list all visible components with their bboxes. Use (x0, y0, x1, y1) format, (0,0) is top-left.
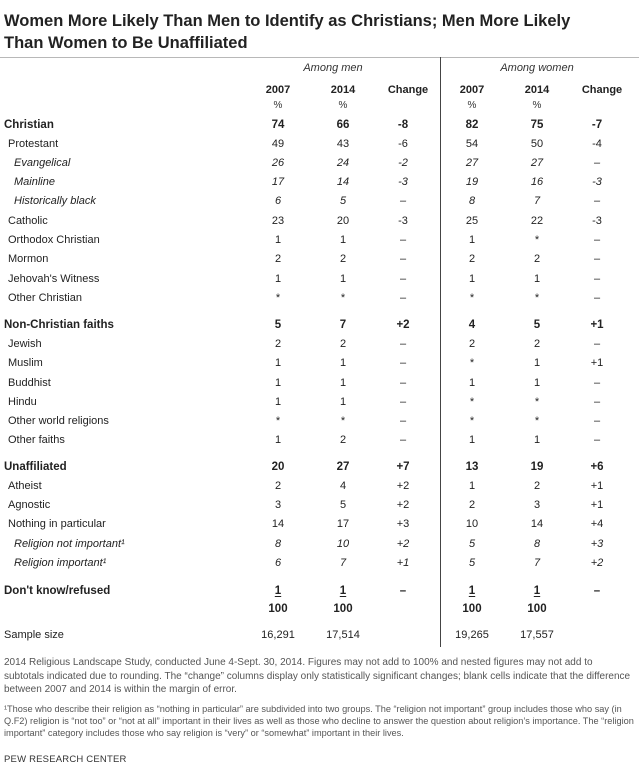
cell-mc: +2 (396, 538, 410, 550)
cell-wc: – (593, 234, 601, 246)
cell-mc: – (399, 434, 407, 446)
table-row (0, 393, 639, 412)
cell-w07: * (469, 396, 475, 408)
cell-w07: 2 (468, 253, 476, 265)
table-row (0, 582, 639, 601)
cell-mc: -6 (398, 138, 408, 150)
cell-w07: 13 (465, 461, 479, 473)
cell-w14: 22 (530, 215, 544, 227)
cell-w14: 7 (533, 195, 541, 207)
row-label: Other Christian (8, 292, 82, 304)
cell-wc: +1 (590, 499, 604, 511)
cell-wc: +1 (590, 480, 604, 492)
cell-wc: – (593, 377, 601, 389)
cell-m07: 2 (274, 253, 282, 265)
cell-wc: +4 (590, 518, 604, 530)
survey-note: 2014 Religious Landscape Study, conducted June 4-Sept. 30, 2014. Figures may not add to 100% and nested figures may not add to subtotals indicated due to rounding. The “change” columns display only statistically significant changes; blank cells indicate that the difference between 2007 and 2014 is within the margin of error. (4, 657, 631, 695)
cell-wc: – (593, 292, 601, 304)
women-2007-header: 2007 (459, 84, 485, 96)
row-label: Agnostic (8, 499, 51, 511)
row-label: Jewish (8, 338, 42, 350)
table-row (0, 231, 639, 250)
cell-m07: 1 (274, 377, 282, 389)
cell-m14: 1 (339, 585, 347, 597)
cell-w14: 2 (533, 253, 541, 265)
cell-w07: 1 (468, 480, 476, 492)
men-2007-header: 2007 (265, 84, 291, 96)
cell-m14: 17,514 (326, 629, 360, 641)
cell-m14: * (340, 415, 346, 427)
cell-m14: 10 (336, 538, 350, 550)
table-row (0, 270, 639, 289)
cell-w07: 2 (468, 338, 476, 350)
cell-w07: 2 (468, 499, 476, 511)
cell-w07: 27 (465, 157, 479, 169)
cell-w07: 25 (465, 215, 479, 227)
cell-m07: 1 (274, 234, 282, 246)
cell-m07: 16,291 (261, 629, 295, 641)
cell-mc: – (399, 377, 407, 389)
group-label-men: Among men (303, 62, 363, 74)
cell-w14: 100 (527, 603, 547, 615)
cell-w14: 50 (530, 138, 544, 150)
row-label: Religion not important¹ (14, 538, 125, 550)
cell-wc: – (593, 195, 601, 207)
cell-w07: 1 (468, 273, 476, 285)
cell-w14: 1 (533, 273, 541, 285)
cell-w14: 7 (533, 557, 541, 569)
cell-m07: 2 (274, 338, 282, 350)
cell-w07: 4 (468, 319, 476, 331)
source-credit: PEW RESEARCH CENTER (4, 754, 127, 765)
cell-wc: +1 (590, 319, 604, 331)
table-row (0, 431, 639, 450)
cell-m14: 24 (336, 157, 350, 169)
cell-mc: – (399, 253, 407, 265)
cell-wc: -4 (592, 138, 602, 150)
women-2014-header: 2014 (524, 84, 550, 96)
cell-m07: 74 (271, 119, 285, 131)
row-label: Atheist (8, 480, 42, 492)
page-title: Women More Likely Than Men to Identify as Christians; Men More Likely Than Women to Be Unaffiliated (4, 12, 571, 52)
cell-m07: 6 (274, 195, 282, 207)
cell-mc: – (399, 292, 407, 304)
cell-w14: 3 (533, 499, 541, 511)
cell-w14: 16 (530, 176, 544, 188)
cell-m14: 17 (336, 518, 350, 530)
cell-mc: – (399, 338, 407, 350)
footnote: ¹Those who describe their religion as “nothing in particular” are subdivided into two groups. The “religion not important” group includes those who say (in Q.F2) religion is “not too” or “not at all” important in their lives as well as those who decline to answer the question about religion’s importance. The “religion important” category includes those who say religion is “very” or “somewhat” important in their lives. (4, 704, 634, 739)
cell-m07: 49 (271, 138, 285, 150)
cell-mc: -2 (398, 157, 408, 169)
table-row (0, 289, 639, 308)
cell-wc: +2 (590, 557, 604, 569)
row-label: Mainline (14, 176, 55, 188)
cell-w14: 1 (533, 357, 541, 369)
cell-m07: 20 (271, 461, 285, 473)
table-row (0, 600, 639, 619)
cell-wc: +6 (590, 461, 604, 473)
cell-mc: +7 (396, 461, 410, 473)
cell-mc: – (399, 234, 407, 246)
cell-w14: 1 (533, 585, 541, 597)
cell-m07: 23 (271, 215, 285, 227)
cell-w14: 2 (533, 338, 541, 350)
cell-m07: 8 (274, 538, 282, 550)
row-label: Orthodox Christian (8, 234, 100, 246)
cell-m07: 1 (274, 273, 282, 285)
row-label: Evangelical (14, 157, 71, 169)
cell-m14: 7 (339, 319, 347, 331)
cell-w07: 1 (468, 434, 476, 446)
row-label: Religion important¹ (14, 557, 107, 569)
cell-w07: 82 (465, 119, 479, 131)
row-label: Protestant (8, 138, 59, 150)
row-label: Hindu (8, 396, 37, 408)
cell-w07: 54 (465, 138, 479, 150)
cell-m07: 3 (274, 499, 282, 511)
cell-w14: 2 (533, 480, 541, 492)
men-2007-unit: % (273, 100, 283, 111)
women-change-header: Change (581, 84, 623, 96)
table-row (0, 212, 639, 231)
cell-w14: 75 (530, 119, 544, 131)
cell-w14: 8 (533, 538, 541, 550)
cell-m14: 1 (339, 377, 347, 389)
table-row (0, 554, 639, 573)
table-row (0, 154, 639, 173)
table-row (0, 477, 639, 496)
cell-w07: * (469, 357, 475, 369)
table-row (0, 535, 639, 554)
cell-m07: 1 (274, 396, 282, 408)
table-row (0, 335, 639, 354)
men-2014-unit: % (338, 100, 348, 111)
cell-w07: * (469, 415, 475, 427)
cell-wc: – (593, 273, 601, 285)
cell-m07: 26 (271, 157, 285, 169)
table-row (0, 496, 639, 515)
women-2007-unit: % (467, 100, 477, 111)
cell-w07: 5 (468, 538, 476, 550)
cell-wc: – (593, 253, 601, 265)
cell-mc: +2 (396, 319, 410, 331)
row-label: Jehovah's Witness (8, 273, 100, 285)
cell-w14: * (534, 234, 540, 246)
cell-m14: 100 (333, 603, 353, 615)
cell-wc: – (593, 157, 601, 169)
cell-m07: 6 (274, 557, 282, 569)
cell-m14: 7 (339, 557, 347, 569)
cell-w07: 1 (468, 585, 476, 597)
cell-m07: 100 (268, 603, 288, 615)
cell-wc: +3 (590, 538, 604, 550)
cell-w07: 5 (468, 557, 476, 569)
cell-mc: +3 (396, 518, 410, 530)
row-label: Sample size (4, 629, 64, 641)
cell-m14: 4 (339, 480, 347, 492)
cell-m14: 1 (339, 396, 347, 408)
cell-m14: 43 (336, 138, 350, 150)
row-label: Don't know/refused (4, 585, 111, 597)
cell-wc: – (593, 434, 601, 446)
cell-m14: 1 (339, 357, 347, 369)
row-label: Historically black (14, 195, 96, 207)
cell-wc: -3 (592, 215, 602, 227)
cell-w07: 8 (468, 195, 476, 207)
table-row (0, 412, 639, 431)
row-label: Muslim (8, 357, 43, 369)
cell-m07: 17 (271, 176, 285, 188)
cell-mc: -8 (397, 119, 409, 131)
row-label: Non-Christian faiths (4, 319, 114, 331)
cell-w14: 17,557 (520, 629, 554, 641)
cell-w07: * (469, 292, 475, 304)
row-label: Nothing in particular (8, 518, 106, 530)
group-label-women: Among women (500, 62, 574, 74)
cell-w14: 19 (530, 461, 544, 473)
cell-m07: * (275, 415, 281, 427)
table-row (0, 374, 639, 393)
cell-w07: 100 (462, 603, 482, 615)
cell-w14: 1 (533, 377, 541, 389)
cell-m14: 5 (339, 195, 347, 207)
men-change-header: Change (387, 84, 429, 96)
table-row (0, 316, 639, 335)
cell-w14: * (534, 292, 540, 304)
cell-m14: 27 (336, 461, 350, 473)
cell-m07: 1 (274, 434, 282, 446)
table-row (0, 173, 639, 192)
table-row (0, 354, 639, 373)
cell-w07: 1 (468, 377, 476, 389)
cell-m14: 2 (339, 338, 347, 350)
table-row (0, 116, 639, 135)
row-label: Christian (4, 119, 54, 131)
cell-mc: -3 (398, 176, 408, 188)
cell-mc: – (399, 195, 407, 207)
cell-m14: 1 (339, 273, 347, 285)
cell-w07: 19 (465, 176, 479, 188)
cell-wc: – (593, 396, 601, 408)
cell-w07: 19,265 (455, 629, 489, 641)
men-2014-header: 2014 (330, 84, 356, 96)
row-label: Other world religions (8, 415, 109, 427)
cell-mc: +1 (396, 557, 410, 569)
table-row (0, 192, 639, 211)
cell-m07: 14 (271, 518, 285, 530)
table-row (0, 250, 639, 269)
cell-w14: * (534, 415, 540, 427)
row-label: Buddhist (8, 377, 51, 389)
table-row (0, 626, 639, 645)
table-row (0, 515, 639, 534)
cell-m07: 2 (274, 480, 282, 492)
cell-m14: 14 (336, 176, 350, 188)
cell-wc: – (593, 415, 601, 427)
cell-m14: * (340, 292, 346, 304)
cell-wc: +1 (590, 357, 604, 369)
cell-mc: +2 (396, 480, 410, 492)
cell-wc: – (593, 338, 601, 350)
row-label: Other faiths (8, 434, 65, 446)
cell-m07: * (275, 292, 281, 304)
cell-wc: -3 (592, 176, 602, 188)
cell-m07: 5 (274, 319, 282, 331)
cell-mc: – (399, 415, 407, 427)
women-2014-unit: % (532, 100, 542, 111)
cell-m14: 66 (336, 119, 350, 131)
row-label: Catholic (8, 215, 48, 227)
cell-mc: – (399, 585, 407, 597)
table-row (0, 135, 639, 154)
cell-m07: 1 (274, 585, 282, 597)
cell-mc: -3 (398, 215, 408, 227)
cell-m14: 5 (339, 499, 347, 511)
table-row (0, 458, 639, 477)
cell-m14: 1 (339, 234, 347, 246)
row-label: Mormon (8, 253, 49, 265)
cell-w07: 1 (468, 234, 476, 246)
cell-w14: 14 (530, 518, 544, 530)
row-label: Unaffiliated (4, 461, 67, 473)
cell-wc: – (593, 585, 601, 597)
top-divider (0, 57, 639, 58)
cell-m14: 2 (339, 253, 347, 265)
cell-m14: 20 (336, 215, 350, 227)
cell-mc: +2 (396, 499, 410, 511)
cell-w14: 5 (533, 319, 541, 331)
cell-w14: * (534, 396, 540, 408)
cell-w14: 1 (533, 434, 541, 446)
cell-m14: 2 (339, 434, 347, 446)
cell-mc: – (399, 273, 407, 285)
cell-mc: – (399, 396, 407, 408)
cell-m07: 1 (274, 357, 282, 369)
cell-w14: 27 (530, 157, 544, 169)
cell-mc: – (399, 357, 407, 369)
cell-w07: 10 (465, 518, 479, 530)
cell-wc: -7 (591, 119, 603, 131)
